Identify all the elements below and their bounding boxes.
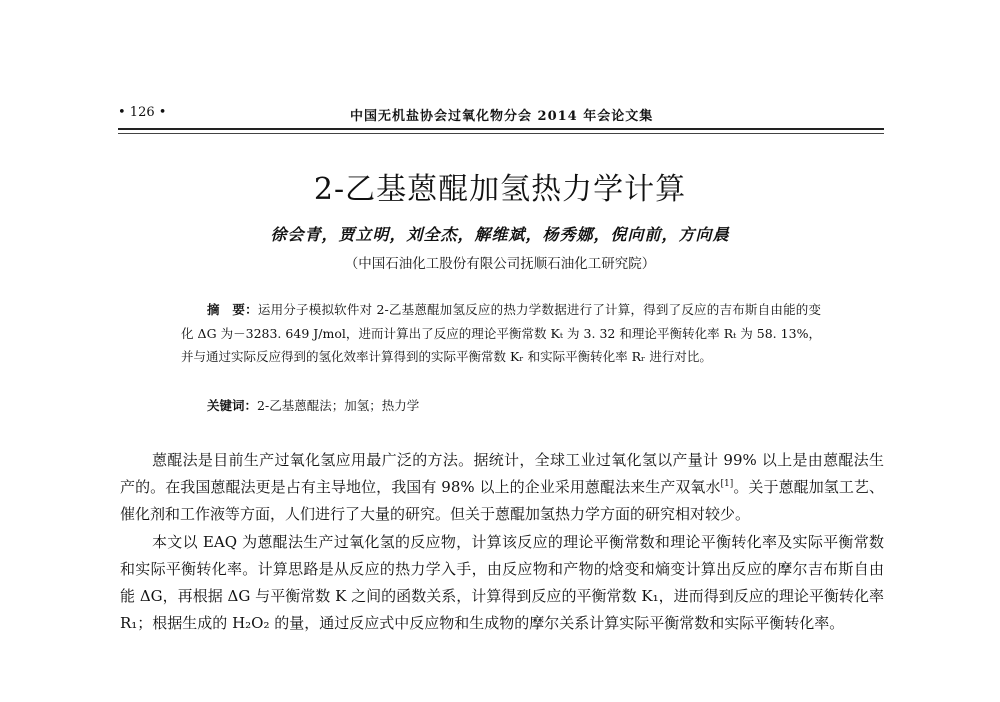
header-rule-thin	[118, 133, 884, 134]
body-paragraph-2: 本文以 EAQ 为蒽醌法生产过氧化氢的反应物，计算该反应的理论平衡常数和理论平衡转化率及实际平衡常数和实际平衡转化率。计算思路是从反应的热力学入手，由反应物和产物的焓变和熵变计算出反应的摩尔吉布斯自由能 ΔG，再根据 ΔG 与平衡常数 K 之间的函数关系，计算得到反应的平衡常数 K₁，进而得到反应的理论平衡转化率 R₁；根据生成的 H₂O₂ 的量，通过反应式中反应物和生成物的摩尔关系计算实际平衡常数和实际平衡转化率。	[120, 532, 884, 633]
page-number: • 126 •	[118, 105, 167, 120]
citation-ref: [1]	[720, 479, 734, 490]
keywords-text: 2-乙基蒽醌法；加氢；热力学	[257, 398, 420, 413]
journal-title: 中国无机盐协会过氧化物分会 2014 年会论文集	[350, 109, 654, 124]
keywords	[207, 396, 419, 414]
body-paragraph-1: 蒽醌法是目前生产过氧化氢应用最广泛的方法。据统计，全球工业过氧化氢以产量计 99% 以上是由蒽醌法生产的。在我国蒽醌法更是占有主导地位，我国有 98% 以上的企业采用蒽醌法来生产双氧水[1]。关于蒽醌加氢工艺、催化剂和工作液等方面，人们进行了大量的研究。但关于蒽醌加氢热力学方面的研究相对较少。	[120, 451, 884, 524]
author-list: 徐会青，贾立明，刘全杰，解维斌，杨秀娜，倪向前，方向晨	[270, 225, 730, 244]
paper-title: 2-乙基蒽醌加氢热力学计算	[313, 172, 687, 207]
abstract-label: 摘 要：	[207, 302, 258, 317]
header-rule-thick	[118, 128, 884, 130]
running-header	[118, 103, 884, 125]
keywords-label: 关键词：	[207, 398, 258, 413]
body-text	[120, 447, 884, 637]
affiliation: （中国石油化工股份有限公司抚顺石油化工研究院）	[344, 256, 656, 272]
abstract-text: 运用分子模拟软件对 2-乙基蒽醌加氢反应的热力学数据进行了计算，得到了反应的吉布斯自由能的变化 ΔG 为－3283. 649 J/mol，进而计算出了反应的理论平衡常数 Kₜ 为 3. 32 和理论平衡转化率 Rₜ 为 58. 13%，并与通过实际反应得到的氢化效率计算得到的实际平衡常数 Kᵣ 和实际平衡转化率 Rᵣ 进行对比。	[181, 302, 821, 364]
abstract	[181, 298, 821, 369]
